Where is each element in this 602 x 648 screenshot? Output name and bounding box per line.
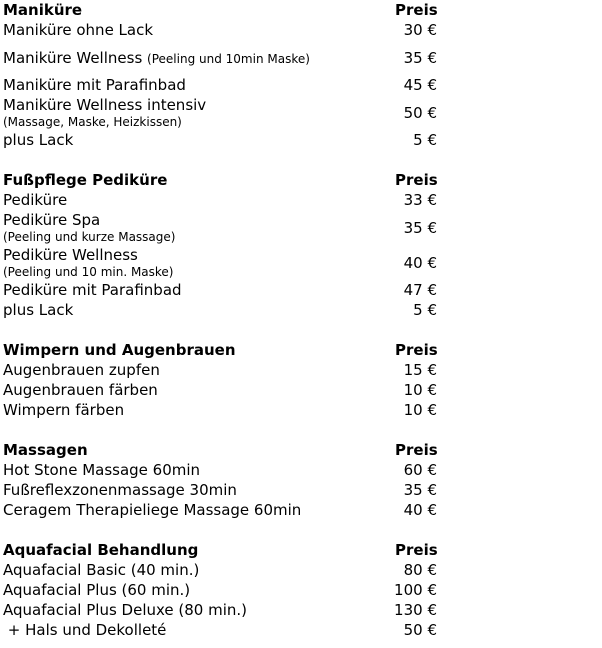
item-note: (Peeling und kurze Massage) xyxy=(3,229,176,244)
item-name: plus Lack xyxy=(3,301,74,319)
price-row xyxy=(3,560,443,580)
item-price: 33 € xyxy=(403,191,437,209)
item-name: Pediküre Spa xyxy=(3,210,101,229)
item-price: 10 € xyxy=(403,381,437,399)
item-price: 100 € xyxy=(394,581,437,599)
price-row xyxy=(3,620,443,640)
item-name: Augenbrauen zupfen xyxy=(3,361,160,379)
price-row xyxy=(3,95,443,130)
price-row xyxy=(3,20,443,40)
section-title: Fußpflege Pediküre xyxy=(3,171,168,189)
section-header-wimpern xyxy=(3,340,443,360)
price-row xyxy=(3,480,443,500)
price-column-header: Preis xyxy=(395,1,438,19)
section-header-aquafacial xyxy=(3,540,443,560)
section-title: Maniküre xyxy=(3,1,83,19)
item-price: 5 € xyxy=(413,131,437,149)
item-name: Maniküre ohne Lack xyxy=(3,21,154,39)
item-price: 80 € xyxy=(403,561,437,579)
price-row xyxy=(3,130,443,150)
item-name: Maniküre Wellness intensiv xyxy=(3,95,207,114)
item-price: 50 € xyxy=(403,103,437,122)
section-spacer xyxy=(3,150,443,170)
item-price: 30 € xyxy=(403,21,437,39)
item-name: Fußreflexzonenmassage 30min xyxy=(3,481,237,499)
item-name: Pediküre mit Parafinbad xyxy=(3,281,182,299)
price-row xyxy=(3,360,443,380)
price-table xyxy=(3,0,443,640)
item-price: 35 € xyxy=(403,481,437,499)
item-price: 50 € xyxy=(403,621,437,639)
item-price: 15 € xyxy=(403,361,437,379)
section-title: Massagen xyxy=(3,441,88,459)
price-column-header: Preis xyxy=(395,171,438,189)
item-name: Aquafacial Basic (40 min.) xyxy=(3,561,200,579)
section-header-massagen xyxy=(3,440,443,460)
item-note: (Peeling und 10min Maske) xyxy=(147,51,310,66)
price-row xyxy=(3,40,443,75)
price-row xyxy=(3,580,443,600)
item-name: Augenbrauen färben xyxy=(3,381,158,399)
price-row xyxy=(3,210,443,245)
section-title: Wimpern und Augenbrauen xyxy=(3,341,236,359)
price-row xyxy=(3,500,443,520)
price-row xyxy=(3,380,443,400)
section-spacer xyxy=(3,520,443,540)
item-price: 10 € xyxy=(403,401,437,419)
item-name: Ceragem Therapieliege Massage 60min xyxy=(3,501,302,519)
item-name: + Hals und Dekolleté xyxy=(3,621,167,639)
item-price: 35 € xyxy=(403,218,437,237)
price-row xyxy=(3,460,443,480)
price-row xyxy=(3,600,443,620)
item-name: Pediküre Wellness xyxy=(3,245,138,264)
item-note: (Massage, Maske, Heizkissen) xyxy=(3,114,182,129)
section-spacer xyxy=(3,320,443,340)
price-column-header: Preis xyxy=(395,441,438,459)
item-name: Aquafacial Plus (60 min.) xyxy=(3,581,191,599)
item-name: Wimpern färben xyxy=(3,401,125,419)
price-column-header: Preis xyxy=(395,341,438,359)
item-name: Maniküre mit Parafinbad xyxy=(3,76,186,94)
price-row xyxy=(3,245,443,280)
item-price: 5 € xyxy=(413,301,437,319)
price-row xyxy=(3,280,443,300)
price-row xyxy=(3,75,443,95)
item-name: Aquafacial Plus Deluxe (80 min.) xyxy=(3,601,248,619)
section-header-manikuere xyxy=(3,0,443,20)
item-note: (Peeling und 10 min. Maske) xyxy=(3,264,174,279)
price-row xyxy=(3,300,443,320)
item-price: 40 € xyxy=(403,501,437,519)
price-row xyxy=(3,190,443,210)
section-header-fusspflege xyxy=(3,170,443,190)
item-price: 40 € xyxy=(403,253,437,272)
item-name: Pediküre xyxy=(3,191,68,209)
section-title: Aquafacial Behandlung xyxy=(3,541,199,559)
item-price: 47 € xyxy=(403,281,437,299)
item-price: 35 € xyxy=(403,48,437,67)
item-name: Maniküre Wellness xyxy=(3,48,143,67)
item-price: 60 € xyxy=(403,461,437,479)
item-price: 130 € xyxy=(394,601,437,619)
item-name: plus Lack xyxy=(3,131,74,149)
item-price: 45 € xyxy=(403,76,437,94)
item-name: Hot Stone Massage 60min xyxy=(3,461,201,479)
section-spacer xyxy=(3,420,443,440)
price-row xyxy=(3,400,443,420)
price-table-body xyxy=(3,0,443,640)
price-column-header: Preis xyxy=(395,541,438,559)
